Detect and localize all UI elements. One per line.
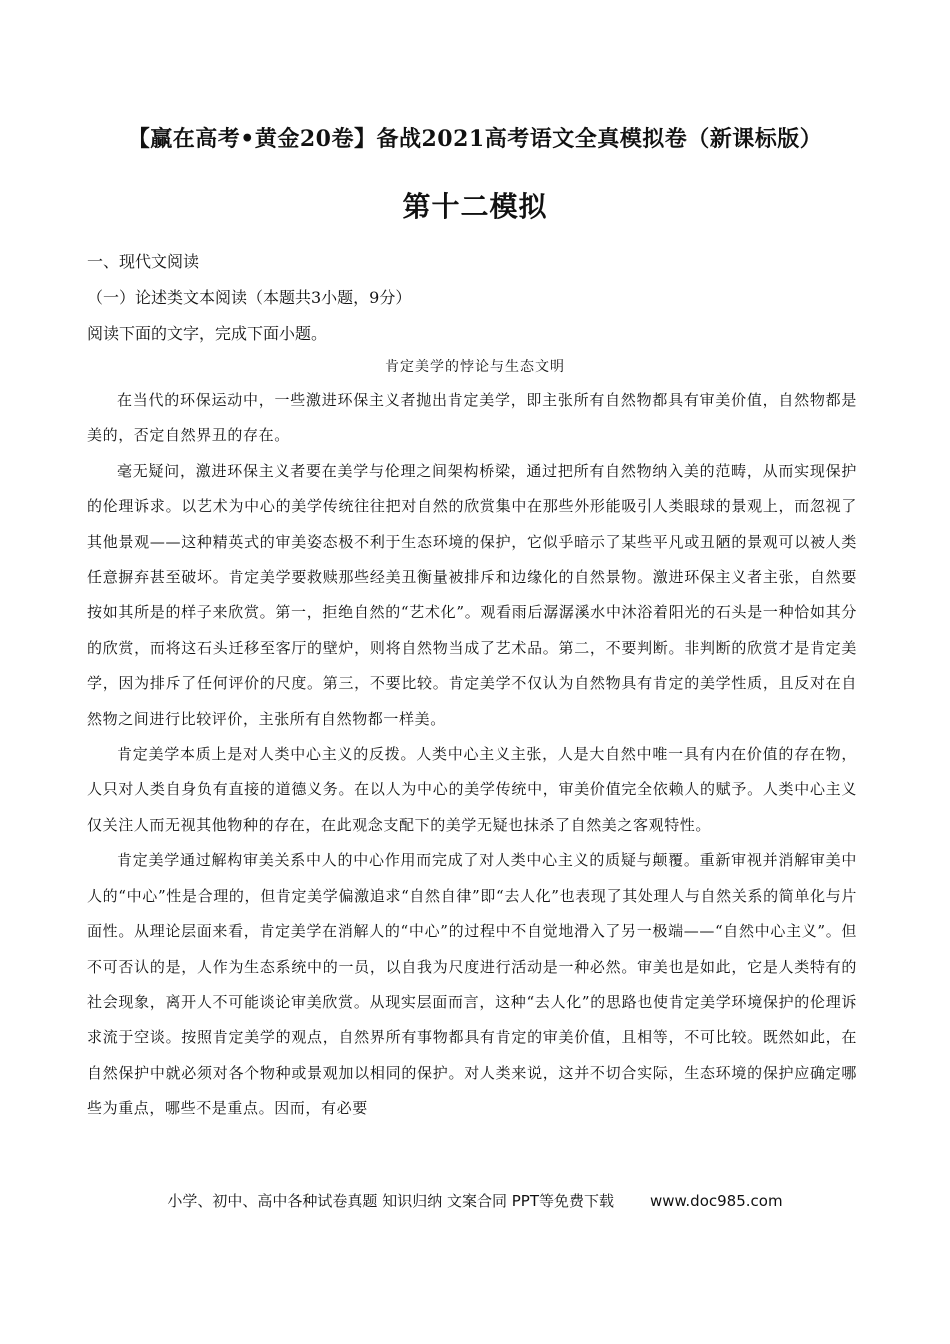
article-title: 肯定美学的悖论与生态文明 bbox=[385, 359, 565, 375]
article-paragraph: 毫无疑问，激进环保主义者要在美学与伦理之间架构桥梁，通过把所有自然物纳入美的范畴，从而实现保护的伦理诉求。以艺术为中心的美学传统往往把对自然的欣赏集中在那些外形能吸引人类眼球的景观上，而忽视了其他景观——这种精英式的审美姿态极不利于生态环境的保护，它似乎暗示了某些平凡或丑陋的景观可以被人类任意摒弃甚至破坏。肯定美学要救赎那些经美丑衡量被排斥和边缘化的自然景物。激进环保主义者主张，自然要按如其所是的样子来欣赏。第一，拒绝自然的“艺术化”。观看雨后潺潺溪水中沐浴着阳光的石头是一种恰如其分的欣赏，而将这石头迁移至客厅的壁炉，则将自然物当成了艺术品。第二，不要判断。非判断的欣赏才是肯定美学，因为排斥了任何评价的尺度。第三，不要比较。肯定美学不仅认为自然物具有肯定的美学性质，且反对在自然物之间进行比较评价，主张所有自然物都一样美。 bbox=[87, 461, 857, 728]
article-paragraph: 肯定美学本质上是对人类中心主义的反拨。人类中心主义主张，人是大自然中唯一具有内在价值的存在物，人只对人类自身负有直接的道德义务。在以人为中心的美学传统中，审美价值完全依赖人的赋予。人类中心主义仅关注人而无视其他物种的存在，在此观念支配下的美学无疑也抹杀了自然美之客观特性。 bbox=[87, 745, 857, 834]
footer-site-link[interactable]: www.doc985.com bbox=[649, 1192, 783, 1210]
section-part-heading: 一、现代文阅读 bbox=[87, 252, 200, 271]
page-footer bbox=[0, 1190, 950, 1211]
document-header-title: 【赢在高考•黄金20卷】备战2021高考语文全真模拟卷（新课标版） bbox=[127, 126, 823, 152]
section-subpart-heading: （一）论述类文本阅读（本题共3小题，9分） bbox=[87, 288, 412, 307]
document-subtitle: 第十二模拟 bbox=[402, 190, 548, 223]
reading-instruction: 阅读下面的文字，完成下面小题。 bbox=[87, 324, 328, 343]
article-body bbox=[87, 383, 857, 1127]
footer-text: 小学、初中、高中各种试卷真题 知识归纳 文案合同 PPT等免费下载 bbox=[167, 1192, 614, 1210]
article-paragraph: 肯定美学通过解构审美关系中人的中心作用而完成了对人类中心主义的质疑与颠覆。重新审视并消解审美中人的“中心”性是合理的，但肯定美学偏激追求“自然自律”即“去人化”也表现了其处理人与自然关系的简单化与片面性。从理论层面来看，肯定美学在消解人的“中心”的过程中不自觉地滑入了另一极端——“自然中心主义”。但不可否认的是，人作为生态系统中的一员，以自我为尺度进行活动是一种必然。审美也是如此，它是人类特有的社会现象，离开人不可能谈论审美欣赏。从现实层面而言，这种“去人化”的思路也使肯定美学环境保护的伦理诉求流于空谈。按照肯定美学的观点，自然界所有事物都具有肯定的审美价值，且相等，不可比较。既然如此，在自然保护中就必须对各个物种或景观加以相同的保护。对人类来说，这并不切合实际，生态环境的保护应确定哪些为重点，哪些不是重点。因而，有必要 bbox=[87, 851, 857, 1118]
article-paragraph: 在当代的环保运动中，一些激进环保主义者抛出肯定美学，即主张所有自然物都具有审美价值，自然物都是美的，否定自然界丑的存在。 bbox=[87, 391, 857, 445]
